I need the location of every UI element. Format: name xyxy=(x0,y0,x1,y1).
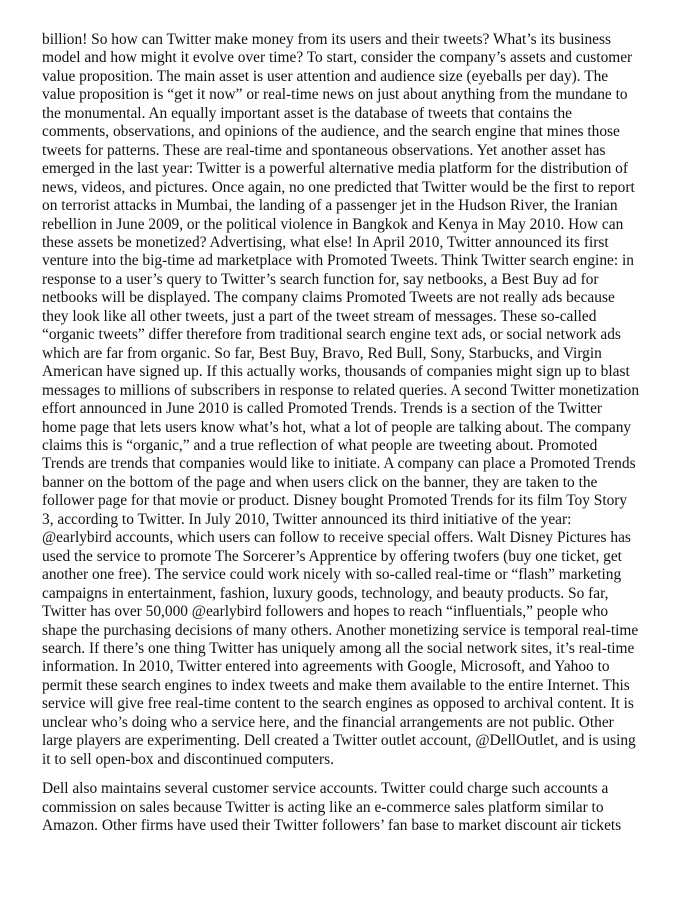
text-line: service will give free real-time content to the search engines as opposed to archival content. It is xyxy=(42,695,634,713)
text-line: home page that lets users know what’s hot, what a lot of people are talking about. The company xyxy=(42,418,632,436)
text-line: emerged in the last year: Twitter is a powerful alternative media platform for the distribution of xyxy=(42,160,629,178)
paragraph-1 xyxy=(42,31,647,769)
text-line: 3, according to Twitter. In July 2010, Twitter announced its third initiative of the year: xyxy=(42,510,572,528)
text-line: “organic tweets” differ therefore from traditional search engine text ads, or social network ads xyxy=(42,326,621,344)
text-line: the monumental. An equally important asset is the database of tweets that contains the xyxy=(42,104,572,122)
text-line: unclear who’s doing who a service here, and the financial arrangements are not public. Other xyxy=(42,713,614,731)
text-line: netbooks will be displayed. The company claims Promoted Tweets are not really ads because xyxy=(42,289,615,307)
text-line: on terrorist attacks in Mumbai, the landing of a passenger jet in the Hudson River, the Iranian xyxy=(42,197,618,215)
text-line: large players are experimenting. Dell created a Twitter outlet account, @DellOutlet, and is using xyxy=(42,732,636,750)
text-line: effort announced in June 2010 is called Promoted Trends. Trends is a section of the Twitter xyxy=(42,400,603,418)
text-line: it to sell open-box and discontinued computers. xyxy=(42,750,334,768)
text-line: banner on the bottom of the page and when users click on the banner, they are taken to the xyxy=(42,473,598,491)
text-line: shape the purchasing decisions of many others. Another monetizing service is temporal real-time xyxy=(42,621,639,639)
text-line: response to a user’s query to Twitter’s search function for, say netbooks, a Best Buy ad for xyxy=(42,270,599,288)
text-line: @earlybird accounts, which users can follow to receive special offers. Walt Disney Pictures has xyxy=(42,529,631,547)
text-line: comments, observations, and opinions of the audience, and the search engine that mines those xyxy=(42,123,620,141)
text-line: messages to millions of subscribers in response to related queries. A second Twitter monetization xyxy=(42,381,640,399)
text-line: billion! So how can Twitter make money from its users and their tweets? What’s its business xyxy=(42,31,611,48)
text-line: follower page for that movie or product. Disney bought Promoted Trends for its film Toy Story xyxy=(42,492,628,510)
text-line: rebellion in June 2009, or the political violence in Bangkok and Kenya in May 2010. How can xyxy=(42,215,624,233)
text-line: they look like all other tweets, just a part of the tweet stream of messages. These so-called xyxy=(42,307,597,325)
text-line: campaigns in entertainment, fashion, luxury goods, technology, and beauty products. So far, xyxy=(42,584,609,602)
text-line: American have signed up. If this actually works, thousands of companies might sign up to blast xyxy=(42,363,630,381)
text-line: value proposition. The main asset is user attention and audience size (eyeballs per day). The xyxy=(42,67,609,85)
text-line: which are far from organic. So far, Best Buy, Bravo, Red Bull, Sony, Starbucks, and Virgin xyxy=(42,344,602,362)
text-line: another one free). The service could work nicely with so-called real-time or “flash” marketing xyxy=(42,566,622,584)
text-line: Dell also maintains several customer service accounts. Twitter could charge such accounts a xyxy=(42,780,609,798)
text-line: tweets for patterns. These are real-time and spontaneous observations. Yet another asset has xyxy=(42,141,606,159)
text-line: value proposition is “get it now” or real-time news on just about anything from the mundane to xyxy=(42,86,628,104)
text-line: information. In 2010, Twitter entered into agreements with Google, Microsoft, and Yahoo to xyxy=(42,658,610,676)
text-line: Amazon. Other firms have used their Twitter followers’ fan base to market discount air tickets xyxy=(42,817,622,835)
text-line: model and how might it evolve over time? To start, consider the company’s assets and customer xyxy=(42,49,633,67)
text-line: Trends are trends that companies would like to initiate. A company can place a Promoted Trends xyxy=(42,455,636,473)
paragraph-2 xyxy=(42,780,647,835)
text-line: permit these search engines to index tweets and make them available to the entire Internet. This xyxy=(42,676,630,694)
text-line: these assets be monetized? Advertising, what else! In April 2010, Twitter announced its first xyxy=(42,233,609,251)
text-line: Twitter has over 50,000 @earlybird followers and hopes to reach “influentials,” people who xyxy=(42,603,609,621)
text-line: used the service to promote The Sorcerer’s Apprentice by offering twofers (buy one ticket, get xyxy=(42,547,622,565)
text-line: venture into the big-time ad marketplace with Promoted Tweets. Think Twitter search engine: in xyxy=(42,252,634,270)
text-line: news, videos, and pictures. Once again, no one predicted that Twitter would be the first to report xyxy=(42,178,635,196)
text-line: claims this is “organic,” and a true reflection of what people are tweeting about. Promoted xyxy=(42,436,598,454)
document-page xyxy=(42,31,647,835)
text-line: commission on sales because Twitter is acting like an e-commerce sales platform similar to xyxy=(42,798,604,816)
text-line: search. If there’s one thing Twitter has uniquely among all the social network sites, it’s real-time xyxy=(42,639,635,657)
